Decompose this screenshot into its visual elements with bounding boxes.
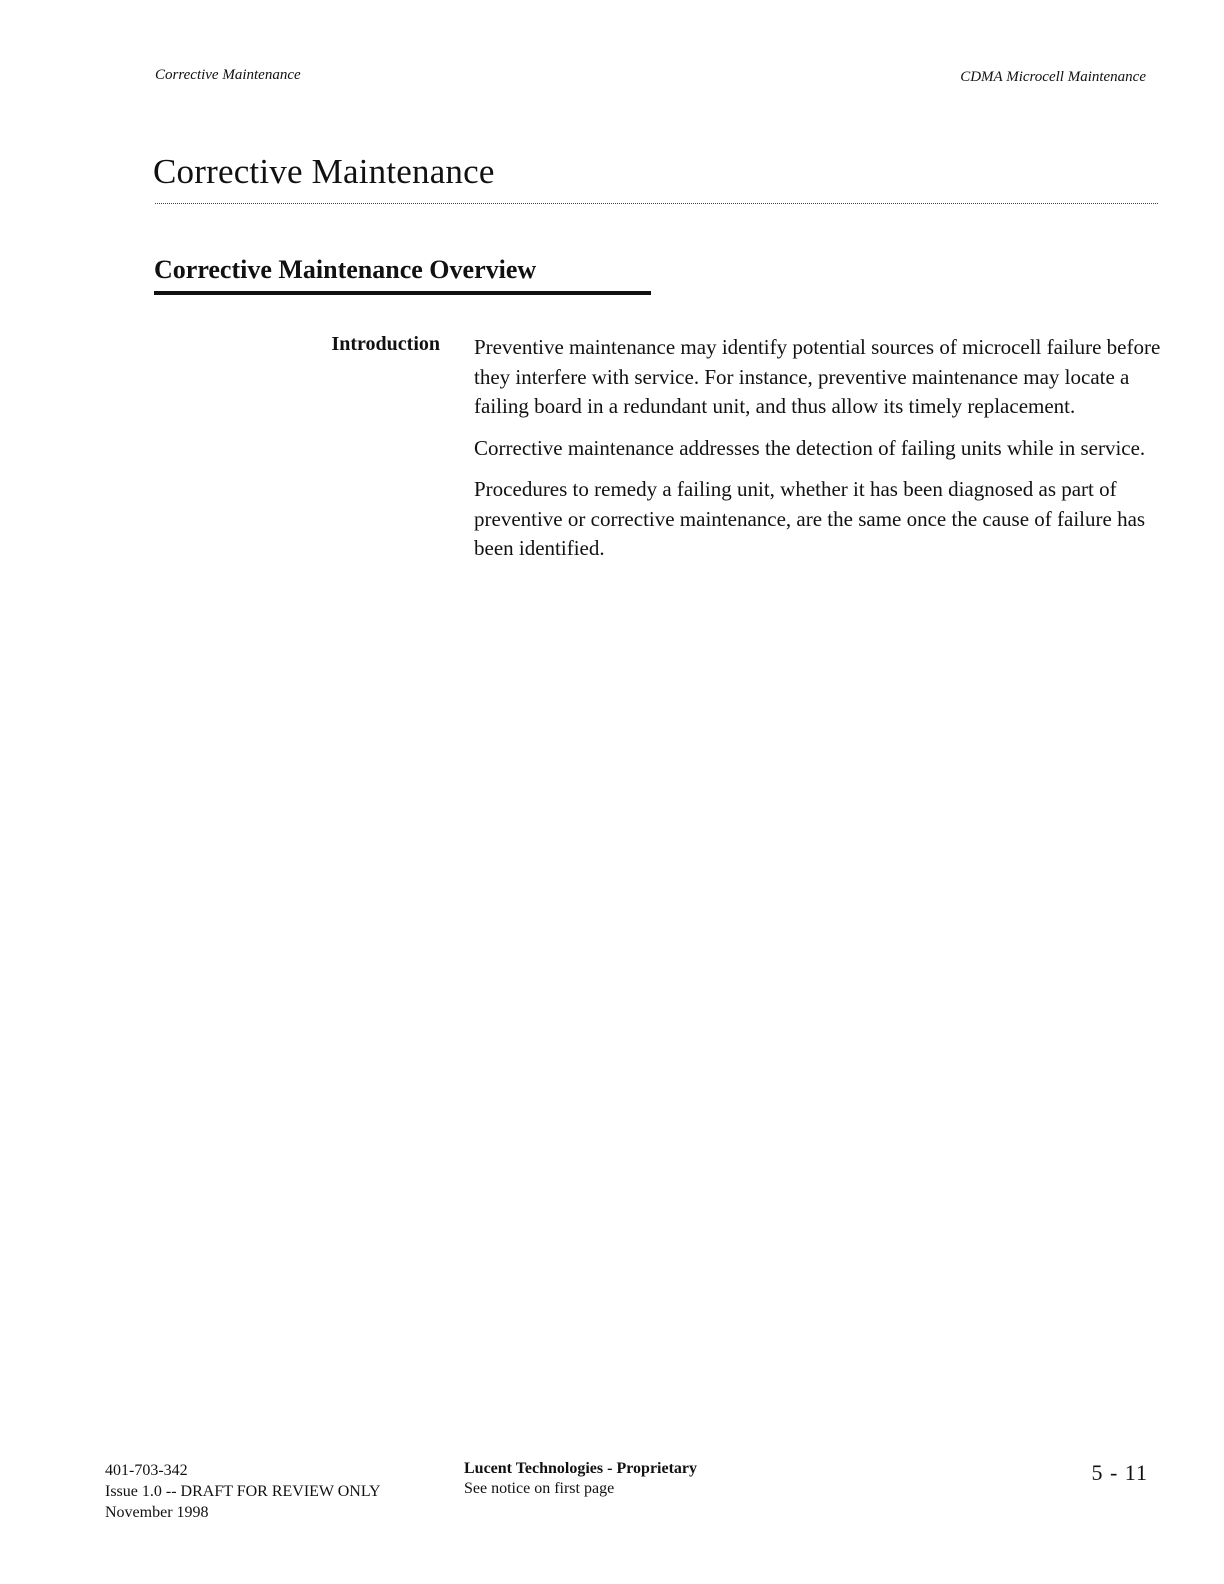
footer-proprietary-notice <box>464 1459 697 1499</box>
footer-document-info <box>105 1460 381 1523</box>
body-paragraph: Corrective maintenance addresses the detection of failing units while in service. <box>474 435 1146 460</box>
introduction-body <box>474 333 1164 576</box>
chapter-title-divider <box>155 203 1158 204</box>
issue-date: November 1998 <box>105 1504 209 1521</box>
body-paragraph: Preventive maintenance may identify potential sources of microcell failure before they interfere with service. For instance, preventive maintenance may locate a failing board in a redundant unit, and thus allow its timely replacement. <box>474 335 1161 418</box>
running-header-right: CDMA Microcell Maintenance <box>960 69 1146 85</box>
proprietary-label: Lucent Technologies - Proprietary <box>464 1460 698 1477</box>
section-title-underline <box>154 291 651 295</box>
running-header-left: Corrective Maintenance <box>155 67 301 83</box>
notice-text: See notice on first page <box>464 1480 615 1497</box>
chapter-title: Corrective Maintenance <box>153 152 495 191</box>
section-title: Corrective Maintenance Overview <box>154 255 537 284</box>
page-number: 5 - 11 <box>1091 1460 1148 1485</box>
introduction-label: Introduction <box>331 333 440 355</box>
document-number: 401-703-342 <box>105 1462 188 1479</box>
body-paragraph: Procedures to remedy a failing unit, whether it has been diagnosed as part of preventive or corrective maintenance, are the same once the cause of failure has been identified. <box>474 477 1146 560</box>
issue-status: Issue 1.0 -- DRAFT FOR REVIEW ONLY <box>105 1483 381 1500</box>
